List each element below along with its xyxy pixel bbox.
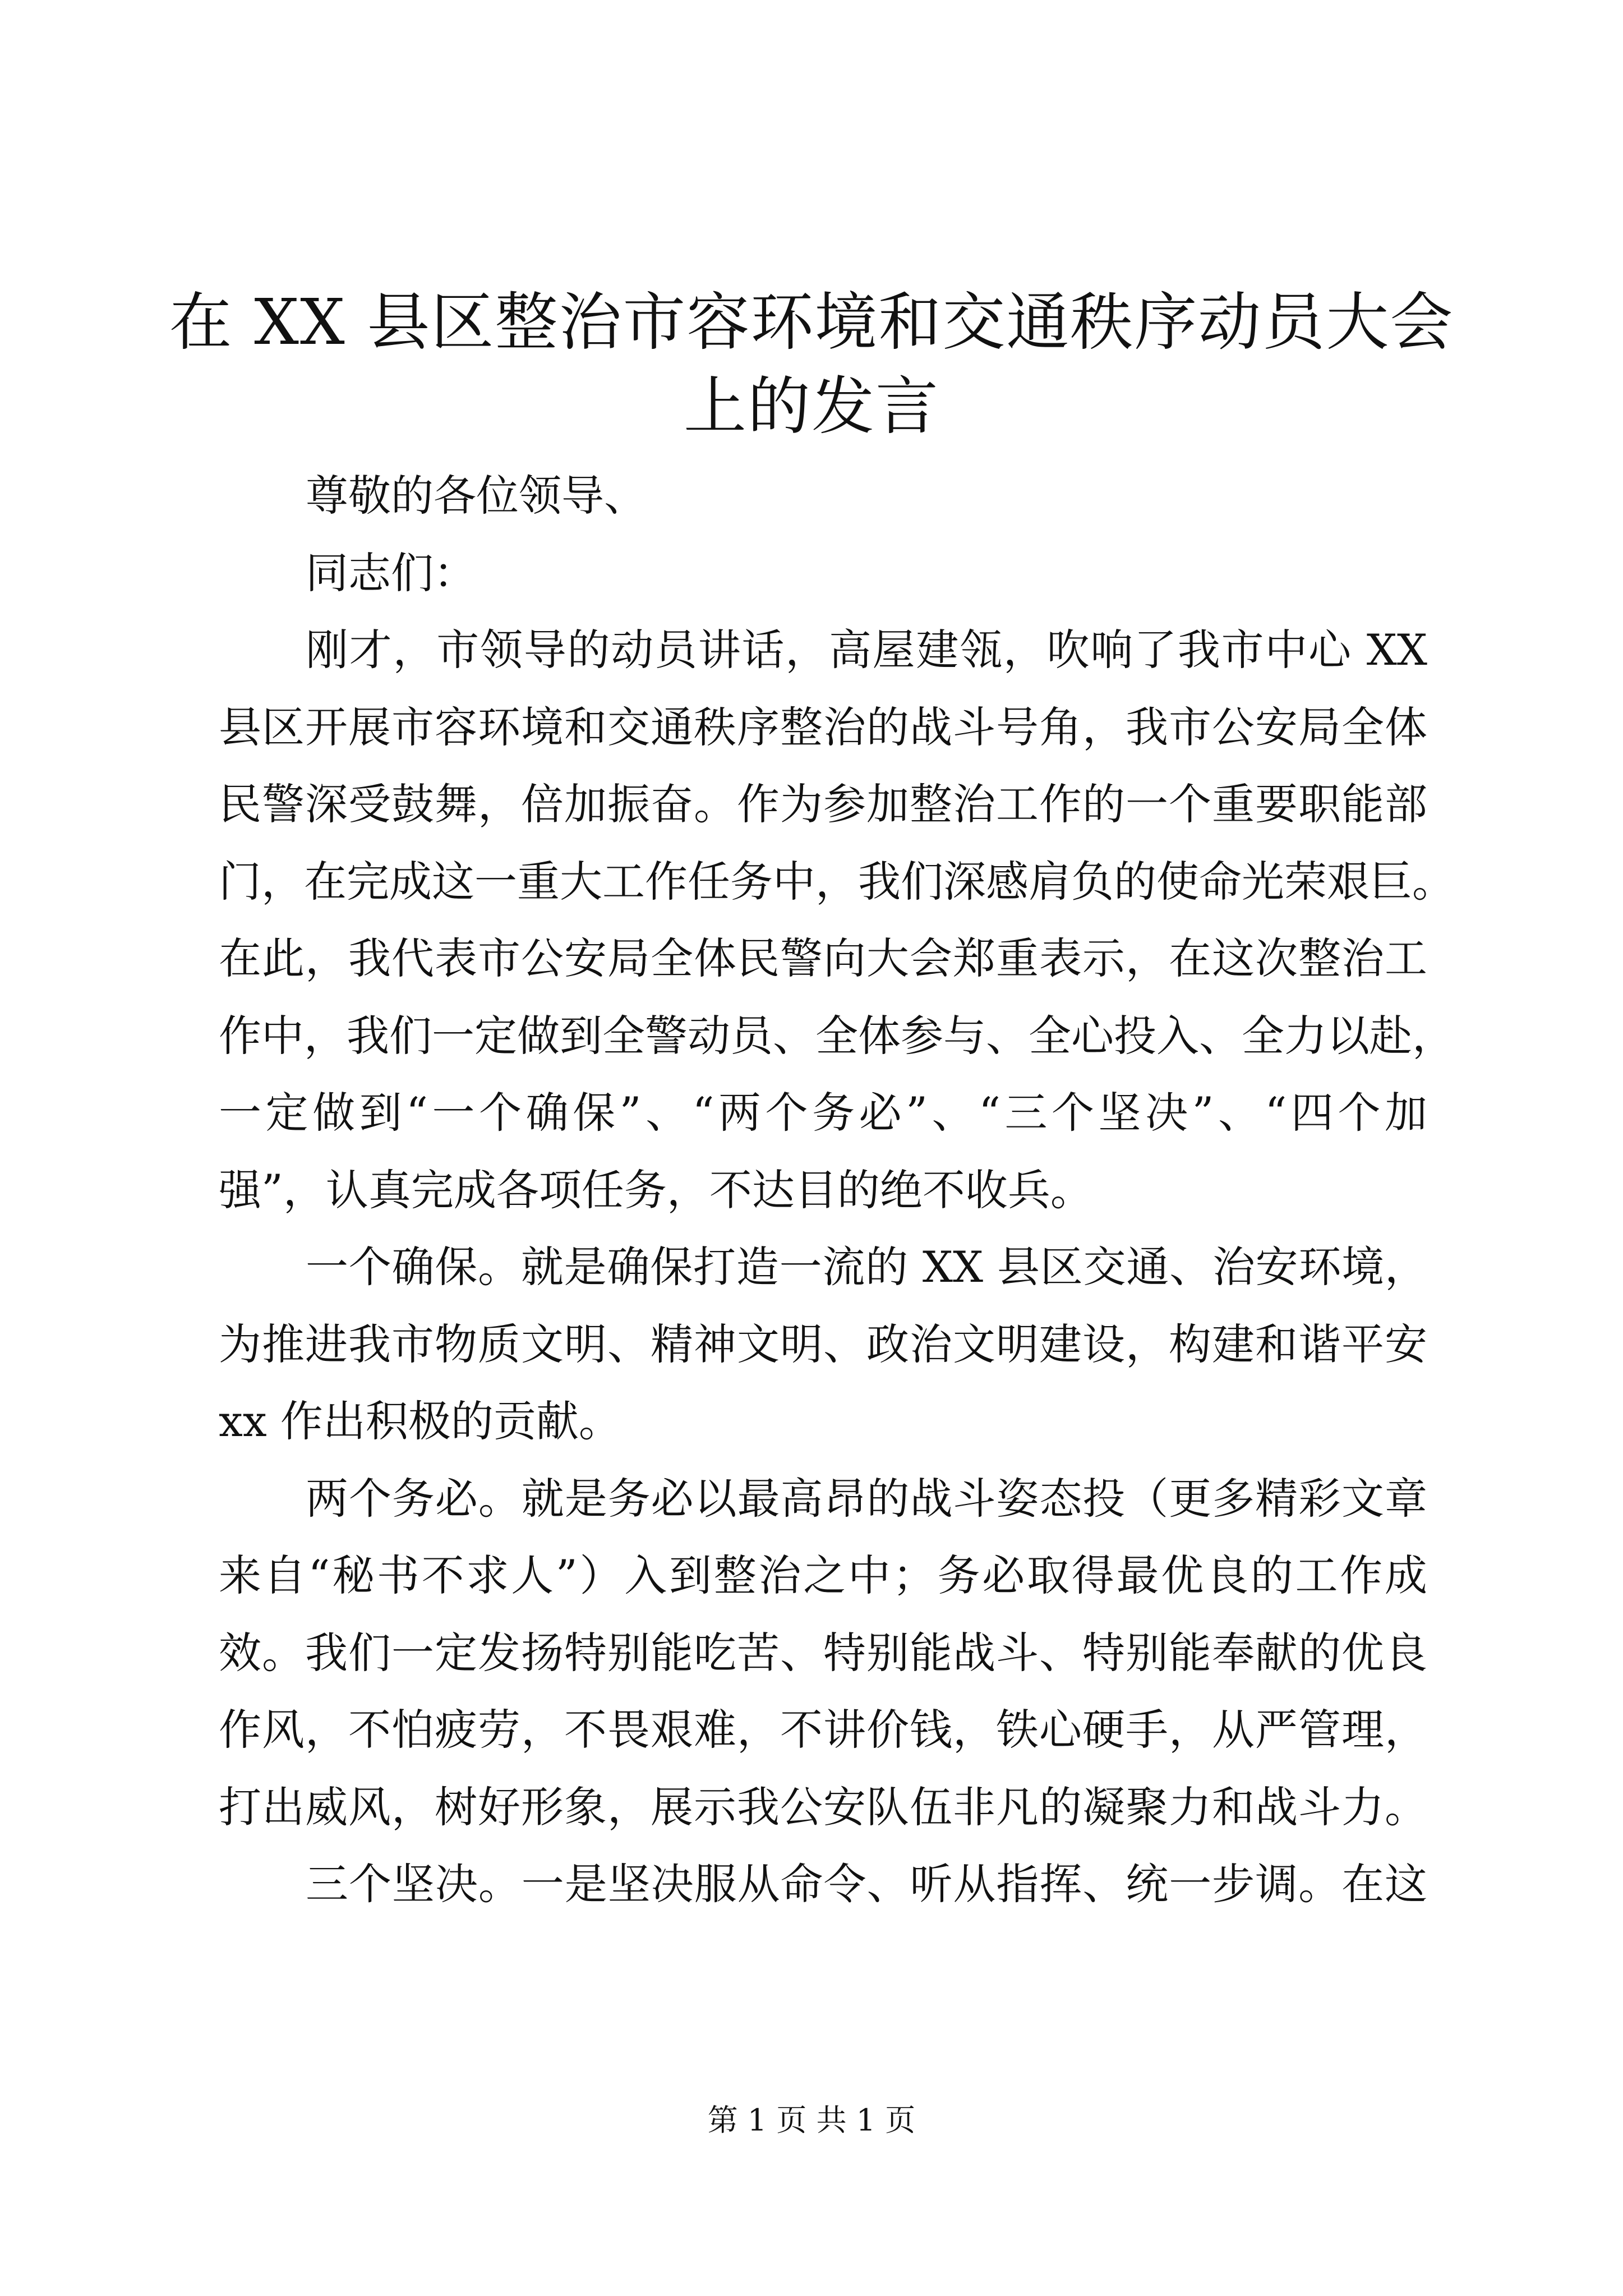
body-line: 为推进我市物质文明、精神文明、政治文明建设，构建和谐平安: [219, 1319, 1427, 1369]
body-line: 门，在完成这一重大工作任务中，我们深感肩负的使命光荣艰巨。: [219, 856, 1455, 907]
body-line: 在此，我代表市公安局全体民警向大会郑重表示，在这次整治工: [219, 933, 1427, 983]
body-line: 民警深受鼓舞，倍加振奋。作为参加整治工作的一个重要职能部: [219, 779, 1427, 829]
title-line-1: 在 XX 县区整治市容环境和交通秩序动员大会: [169, 286, 1454, 359]
body-line: 来自“秘书不求人”）入到整治之中；务必取得最优良的工作成: [219, 1550, 1427, 1600]
body-line: 打出威风，树好形象，展示我公安队伍非凡的凝聚力和战斗力。: [219, 1782, 1427, 1832]
salutation-line: 同志们：: [306, 547, 476, 598]
page-footer: 第 1 页 共 1 页: [707, 2102, 916, 2138]
salutation-line: 尊敬的各位领导、: [306, 471, 647, 521]
body-line: 县区开展市容环境和交通秩序整治的战斗号角，我市公安局全体: [219, 702, 1427, 752]
body-line: 两个务必。就是务必以最高昂的战斗姿态投（更多精彩文章: [306, 1473, 1427, 1524]
body-line: xx 作出积极的贡献。: [219, 1396, 621, 1446]
body-line: 刚才，市领导的动员讲话，高屋建瓴，吹响了我市中心 XX: [306, 625, 1427, 675]
body-line: 作风，不怕疲劳，不畏艰难，不讲价钱，铁心硬手，从严管理，: [219, 1705, 1427, 1755]
document-title: [168, 280, 1455, 449]
title-line-2: 上的发言: [684, 370, 939, 443]
body-line: 作中，我们一定做到全警动员、全体参与、全心投入、全力以赴，: [219, 1010, 1455, 1061]
body-line: 三个坚决。一是坚决服从命令、听从指挥、统一步调。在这: [306, 1859, 1427, 1909]
document-body: [219, 457, 1455, 1923]
body-line: 一定做到“一个确保”、“两个务必”、“三个坚决”、“四个加: [219, 1088, 1427, 1138]
body-line: 效。我们一定发扬特别能吃苦、特别能战斗、特别能奉献的优良: [219, 1627, 1427, 1678]
body-line: 强”，认真完成各项任务，不达目的绝不收兵。: [219, 1165, 1093, 1215]
body-line: 一个确保。就是确保打造一流的 XX 县区交通、治安环境，: [306, 1242, 1427, 1292]
